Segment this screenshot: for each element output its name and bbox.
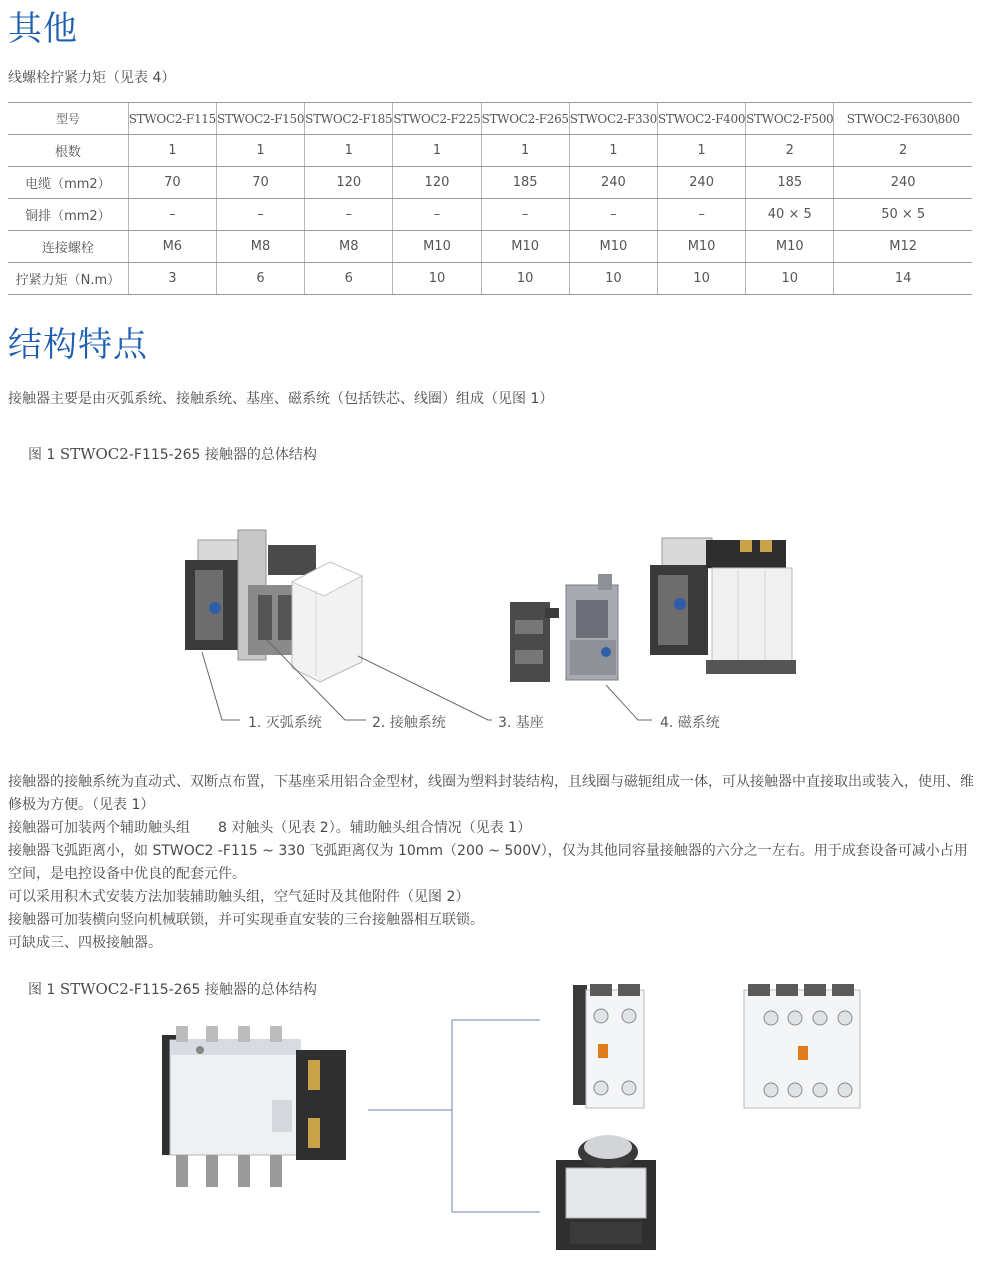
table-cell: 1 [657, 135, 745, 167]
table-cell: 2 [834, 135, 972, 167]
table-cell: 1 [128, 135, 216, 167]
table-cell: 10 [569, 263, 657, 295]
table-cell: 40 × 5 [746, 199, 834, 231]
header-cell: STWOC2-F185 [305, 103, 393, 135]
table-cell: – [481, 199, 569, 231]
table-cell: 10 [657, 263, 745, 295]
table-cell: 70 [216, 167, 304, 199]
paragraph: 接触器的接触系统为直动式、双断点布置，下基座采用铝合金型材，线圈为塑料封装结构，且线圈与磁轭组成一体，可从接触器中直接取出或装入，使用、维修极为方便。（见表 1） [8, 774, 974, 813]
table-cell: 6 [305, 263, 393, 295]
table-cell: 120 [305, 167, 393, 199]
label-magnetic-system: 4. 磁系统 [660, 715, 720, 731]
label-arc-system: 1. 灭弧系统 [248, 715, 322, 731]
contactor-f115-image [162, 1026, 346, 1187]
aux-contact-block-2p-image [573, 984, 644, 1108]
table-cell: M12 [834, 231, 972, 263]
table-cell: 1 [569, 135, 657, 167]
caption-prefix: 图 1 [28, 447, 56, 463]
table-cell: 1 [481, 135, 569, 167]
structure-intro: 接触器主要是由灭弧系统、接触系统、基座、磁系统（包括铁芯、线圈）组成（见图 1） [8, 391, 554, 407]
magnetic-system-image [566, 574, 618, 680]
header-cell: STWOC2-F225 [393, 103, 481, 135]
caption-prefix: 图 1 [28, 982, 56, 998]
table-cell: 3 [128, 263, 216, 295]
header-cell: STWOC2-F500 [746, 103, 834, 135]
table-cell: 50 × 5 [834, 199, 972, 231]
table-cell: M10 [657, 231, 745, 263]
table-cell: 6 [216, 263, 304, 295]
label-contact-system: 2. 接触系统 [372, 715, 446, 731]
label-base: 3. 基座 [498, 715, 544, 731]
table-cell: – [657, 199, 745, 231]
feature-paragraphs [8, 771, 978, 955]
header-cell: STWOC2-F330 [569, 103, 657, 135]
table-cell: 240 [657, 167, 745, 199]
aux-contact-block-4p-image [744, 984, 860, 1108]
table-cell: 2 [746, 135, 834, 167]
paragraph: 可缺成三、四极接触器。 [8, 935, 162, 951]
table-cell: 1 [393, 135, 481, 167]
base-image [510, 602, 559, 682]
table-cell: 10 [393, 263, 481, 295]
caption-model: STWOC2 [59, 980, 129, 998]
paragraph: 接触器可加装两个辅助触头组 8 对触头（见表 2）。辅助触头组合情况（见表 1） [8, 820, 532, 836]
air-time-delay-block-image [556, 1135, 656, 1250]
table-cell: M6 [128, 231, 216, 263]
table-cell: 120 [393, 167, 481, 199]
table-cell: 70 [128, 167, 216, 199]
table-cell: M10 [393, 231, 481, 263]
table-cell: – [305, 199, 393, 231]
table-cell: 1 [305, 135, 393, 167]
table-cell: 1 [216, 135, 304, 167]
row-label: 铜排（mm2） [8, 199, 128, 231]
paragraph: 接触器飞弧距离小，如 STWOC2 -F115 ~ 330 飞弧距离仅为 10mm（200 ~ 500V），仅为其他同容量接触器的六分之一左右。用于成套设备可减小占用空间，是电控设备中优良的配套元件。 [8, 843, 968, 882]
assembled-contactor-image [650, 538, 796, 674]
table-cell: 185 [481, 167, 569, 199]
caption-suffix: -F115-265 接触器的总体结构 [128, 982, 317, 998]
row-label: 拧紧力矩（N.m） [8, 263, 128, 295]
header-cell: STWOC2-F150 [216, 103, 304, 135]
table-cell: M10 [481, 231, 569, 263]
table-cell: – [569, 199, 657, 231]
table-cell: M10 [569, 231, 657, 263]
table-cell: – [393, 199, 481, 231]
table-cell: 10 [481, 263, 569, 295]
header-cell: STWOC2-F630\800 [834, 103, 972, 135]
table-cell: 240 [569, 167, 657, 199]
caption-model: STWOC2 [59, 445, 129, 463]
section-title-other: 其他 [8, 9, 78, 49]
header-cell: STWOC2-F400 [657, 103, 745, 135]
table-cell: M10 [746, 231, 834, 263]
figure2-caption [28, 979, 317, 999]
figure2-bracket-lines [368, 1020, 540, 1212]
table-cell: – [128, 199, 216, 231]
table-cell: 14 [834, 263, 972, 295]
table-cell: – [216, 199, 304, 231]
table-cell: M8 [216, 231, 304, 263]
row-label: 电缆（mm2） [8, 167, 128, 199]
table-cell: M8 [305, 231, 393, 263]
table-cell: 10 [746, 263, 834, 295]
torque-subtitle: 线螺栓拧紧力矩（见表 4） [8, 70, 176, 86]
header-cell: STWOC2-F265 [481, 103, 569, 135]
row-label: 根数 [8, 135, 128, 167]
header-cell: STWOC2-F115 [128, 103, 216, 135]
arc-chute-cover-image [292, 562, 362, 682]
row-label: 连接螺栓 [8, 231, 128, 263]
table-cell: 185 [746, 167, 834, 199]
header-cell: 型号 [8, 103, 128, 135]
paragraph: 接触器可加装横向竖向机械联锁，并可实现垂直安装的三台接触器相互联锁。 [8, 912, 484, 928]
caption-suffix: -F115-265 接触器的总体结构 [128, 447, 317, 463]
paragraph: 可以采用积木式安装方法加装辅助触头组，空气延时及其他附件（见图 2） [8, 889, 470, 905]
table-cell: 240 [834, 167, 972, 199]
section-title-features: 结构特点 [8, 325, 148, 365]
